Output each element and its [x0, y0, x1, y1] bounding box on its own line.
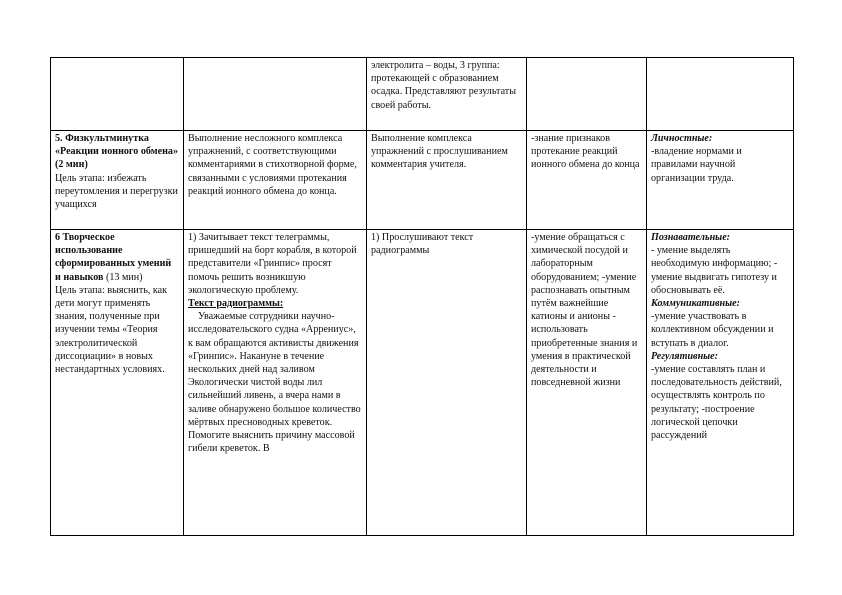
subject-results-text: -знание признаков протекание реакций ионного обмена до конца — [531, 133, 640, 171]
student-activity-cell — [367, 230, 527, 536]
uud-cell — [647, 58, 794, 131]
teacher-activity-cell — [184, 131, 367, 230]
uud-regulative-heading: Регулятивные: — [651, 350, 719, 362]
uud-cognitive-text: - умение выделять необходимую информацию; - умение выдвигать гипотезу и обосновывать её. — [651, 245, 778, 296]
radiogram-text: Уважаемые сотрудники научно-исследовательского судна «Аррениус», к вам обращаются активисты движения «Гринпис». Накануне в течение нескольких дней над заливом Экологически чистой воды лил сильнейший ливень, а вчера нами в заливе обнаружено большое количество мёртвых пресноводных креветок. Помогите выяснить причину массовой гибели креветок. В — [188, 311, 361, 455]
student-activity-text: Выполнение комплекса упражнений с прослушиванием комментария учителя. — [371, 133, 508, 171]
table-row — [51, 131, 794, 230]
stage-title: 5. Физкультминутка «Реакции ионного обмена» (2 мин) — [55, 133, 178, 171]
student-activity-text: 1) Прослушивают текст радиограммы — [371, 232, 474, 257]
stage-cell — [51, 58, 184, 131]
subject-results-text: -умение обращаться с химической посудой и лабораторным оборудованием; -умение распознавать опытным путём важнейшие катионы и анионы - использовать приобретенные знания и умения в практической деятельности и повседневной жизни — [531, 232, 638, 389]
table-row — [51, 58, 794, 131]
stage-goal: Цель этапа: выяснить, как дети могут применять знания, полученные при изучении темы «Теория электролитической диссоциации» в новых нестандартных условиях. — [55, 284, 168, 376]
uud-personal-text: -владение нормами и правилами научной организации труда. — [651, 146, 742, 184]
stage-goal: Цель этапа: избежать переутомления и перегрузки учащихся — [55, 172, 178, 211]
teacher-activity-intro: 1) Зачитывает текст телеграммы, пришедший на борт корабля, в которой представители «Гринпис» просят помочь решить возникшую экологическую проблему. — [188, 232, 357, 296]
student-activity-cell — [367, 131, 527, 230]
subject-results-cell — [527, 58, 647, 131]
stage-time: (13 мин) — [103, 271, 143, 283]
stage-title: 6 Творческое использование сформированных умений и навыков — [55, 232, 172, 283]
stage-cell — [51, 230, 184, 536]
uud-communicative-text: -умение участвовать в коллективном обсуждении и вступать в диалог. — [651, 311, 774, 349]
table-row — [51, 230, 794, 536]
radiogram-heading: Текст радиограммы: — [188, 298, 284, 310]
stage-cell — [51, 131, 184, 230]
student-activity-text: электролита – воды, 3 группа: протекающей с образованием осадка. Представляют результаты своей работы. — [371, 60, 516, 111]
uud-cell — [647, 131, 794, 230]
uud-cognitive-heading: Познавательные: — [651, 232, 731, 243]
uud-regulative-text: -умение составлять план и последовательность действий, осуществлять контроль по результату; -построение логической цепочки рассуждений — [651, 364, 782, 442]
teacher-activity-cell — [184, 230, 367, 536]
uud-communicative-heading: Коммуникативные: — [651, 298, 740, 310]
uud-cell — [647, 230, 794, 536]
student-activity-cell — [367, 58, 527, 131]
subject-results-cell — [527, 131, 647, 230]
lesson-plan-table — [50, 57, 794, 536]
teacher-activity-text: Выполнение несложного комплекса упражнений, с соответствующими комментариями в стихотворной форме, связанными с условиями протекания реакций ионного обмена до конца. — [188, 133, 357, 197]
teacher-activity-cell — [184, 58, 367, 131]
uud-personal-heading: Личностные: — [651, 133, 713, 144]
subject-results-cell — [527, 230, 647, 536]
